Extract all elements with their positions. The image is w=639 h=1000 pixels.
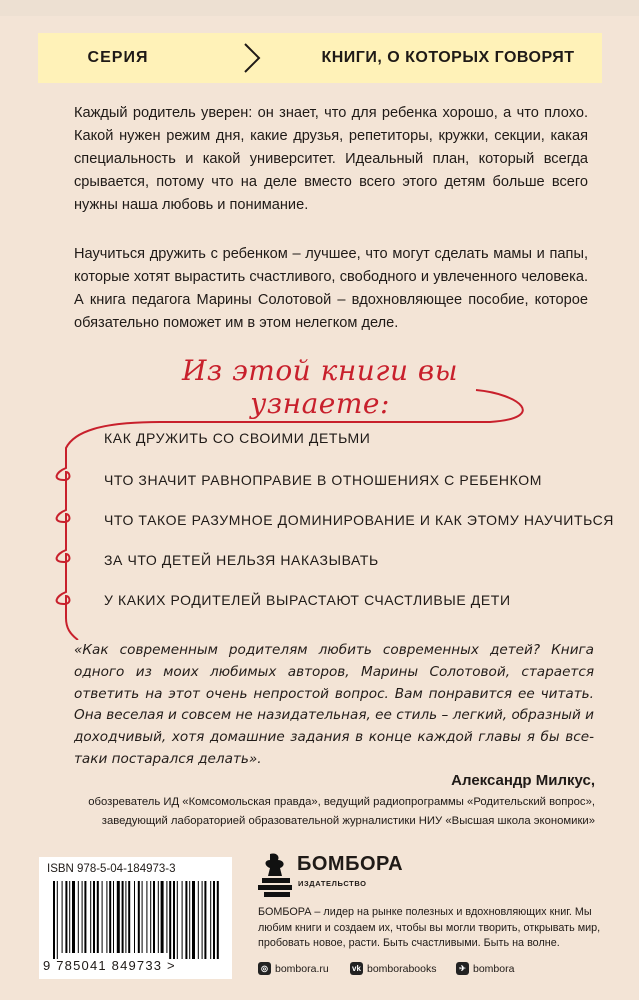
- top-band: [0, 0, 639, 16]
- learn-item: У КАКИХ РОДИТЕЛЕЙ ВЫРАСТАЮТ СЧАСТЛИВЫЕ ДЕТИ: [104, 592, 511, 608]
- author-credentials-line-1: обозреватель ИД «Комсомольская правда», ведущий радиопрограммы «Родительский вопрос»,: [88, 796, 595, 808]
- series-bar: [38, 33, 602, 83]
- website-text: bombora.ru: [275, 962, 329, 975]
- vk-icon: vk: [350, 962, 363, 975]
- website-link[interactable]: [258, 962, 329, 975]
- barcode-graphic: [53, 881, 219, 959]
- bombora-logo: [258, 850, 292, 898]
- publisher-subtitle: ИЗДАТЕЛЬСТВО: [298, 879, 367, 888]
- barcode-digits: 9 785041 849733 >: [43, 958, 176, 973]
- review-quote: «Как современным родителям любить современных детей? Книга одного из моих любимых авторов, Марины Солотовой, старается ответить на этот очень непростой вопрос. Вам понравится ее читать. Она веселая и совсем не назидательная, ее стиль – легкий, образный и доходчивый, хотя домашние задания в конце каждой главы я бы все-таки постарался делать».: [74, 642, 594, 767]
- barcode-box: [39, 857, 232, 979]
- series-name: КНИГИ, О КОТОРЫХ ГОВОРЯТ: [321, 49, 575, 66]
- description-paragraph-2: Научиться дружить с ребенком – лучшее, что могут сделать мамы и папы, которые хотят вырастить счастливого, свободного и увлеченного человека. А книга педагога Марины Солотовой – вдохновляющее пособие, которое обязательно поможет им в этом нелегком деле.: [74, 246, 588, 331]
- description-paragraph-1: Каждый родитель уверен: он знает, что для ребенка хорошо, а что плохо. Какой нужен режим дня, какие друзья, репетиторы, кружки, секции, какая специальность и какой университет. Идеальный план, который всегда срывается, потому что на деле вместо всего этого детям больше всего нужны наша любовь и понимание.: [74, 105, 588, 213]
- isbn-text: ISBN 978-5-04-184973-3: [47, 863, 176, 875]
- learn-item: ЧТО ЗНАЧИТ РАВНОПРАВИЕ В ОТНОШЕНИЯХ С РЕБЕНКОМ: [104, 472, 542, 488]
- vk-text: bomborabooks: [367, 962, 437, 975]
- learn-item: КАК ДРУЖИТЬ СО СВОИМИ ДЕТЬМИ: [104, 430, 371, 446]
- vk-link[interactable]: [350, 962, 436, 975]
- publisher-name: БОМБОРА: [297, 853, 404, 875]
- globe-icon: ◎: [258, 962, 271, 975]
- learn-item: ЧТО ТАКОЕ РАЗУМНОЕ ДОМИНИРОВАНИЕ И КАК ЭТОМУ НАУЧИТЬСЯ: [104, 512, 615, 528]
- learn-heading: Из этой книги вы узнаете:: [182, 354, 458, 420]
- quote-author: Александр Милкус,: [451, 772, 595, 789]
- telegram-icon: ✈: [456, 962, 469, 975]
- author-credentials-line-2: заведующий лабораторией образовательной журналистики НИУ «Высшая школа экономики»: [101, 815, 595, 827]
- series-label: СЕРИЯ: [87, 49, 149, 66]
- chevron-right-icon: [240, 41, 264, 75]
- learn-item: ЗА ЧТО ДЕТЕЙ НЕЛЬЗЯ НАКАЗЫВАТЬ: [104, 552, 379, 568]
- telegram-link[interactable]: [456, 962, 514, 975]
- telegram-text: bombora: [473, 962, 515, 975]
- publisher-description: БОМБОРА – лидер на рынке полезных и вдохновляющих книг. Мы любим книги и создаем их, чтобы вы могли творить, открывать мир, пробовать новое, расти. Быть счастливыми. Быть на волне.: [258, 906, 601, 949]
